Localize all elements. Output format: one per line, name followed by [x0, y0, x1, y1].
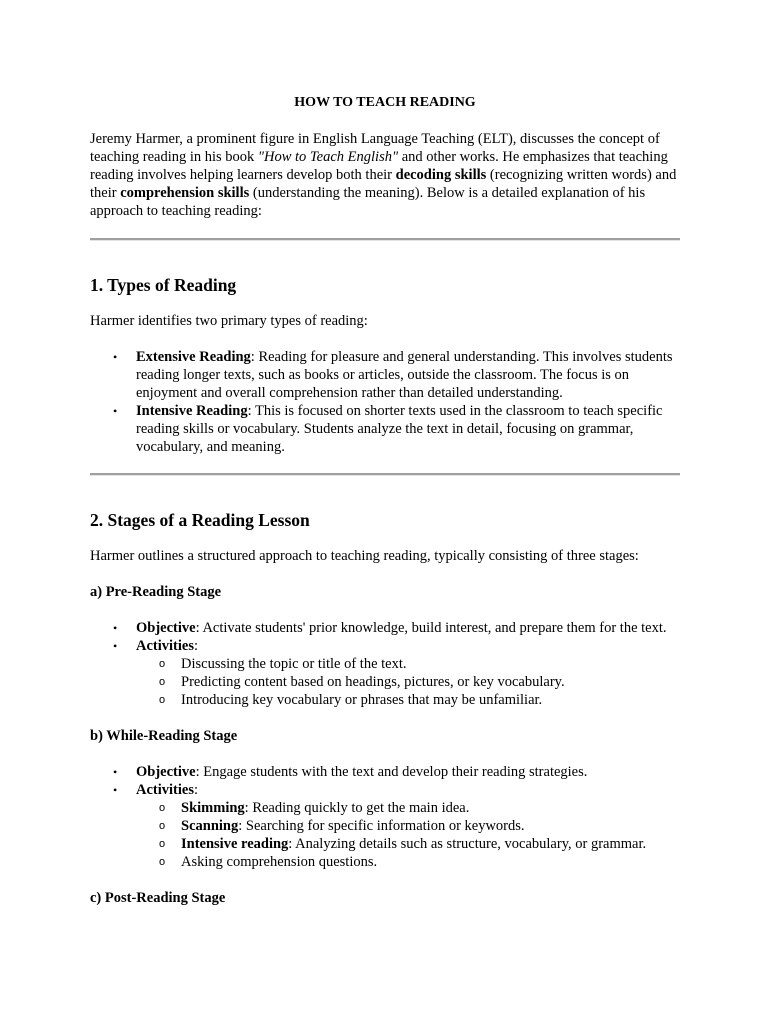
intro-text-4: (understanding the meaning). Below is a detailed explanation of his approach to teaching reading:	[90, 185, 646, 219]
activity-text: Predicting content based on headings, pictures, or key vocabulary.	[181, 674, 565, 690]
bullet-icon: •	[113, 783, 118, 797]
activity-item	[159, 691, 680, 709]
activity-text: Asking comprehension questions.	[181, 854, 378, 870]
document-page	[90, 94, 680, 907]
pre-reading-activities-list	[136, 655, 680, 709]
activity-item	[159, 673, 680, 691]
subheading-pre-reading: a) Pre-Reading Stage	[90, 584, 222, 600]
intro-text-1: Jeremy Harmer, a prominent figure in English Language Teaching (ELT), discusses the concept of teaching reading in his book	[90, 131, 660, 165]
extensive-reading-text: : Reading for pleasure and general understanding. This involves students reading longer texts, such as books or articles, outside the classroom. The focus is on enjoyment and overall comprehension rather than detailed understanding.	[136, 349, 673, 401]
book-title: "How to Teach English"	[257, 149, 399, 165]
term-scanning: Scanning	[181, 818, 239, 834]
list-item-extensive-reading	[113, 348, 680, 402]
list-item-intensive-reading	[113, 402, 680, 456]
activity-text: Introducing key vocabulary or phrases that may be unfamiliar.	[181, 692, 543, 708]
sub-bullet-icon: o	[159, 856, 166, 868]
section-heading-stages: 2. Stages of a Reading Lesson	[90, 510, 310, 530]
bullet-icon: •	[113, 639, 118, 653]
activity-text: : Searching for specific information or keywords.	[238, 818, 525, 834]
activity-text: : Analyzing details such as structure, vocabulary, or grammar.	[288, 836, 647, 852]
activity-text: : Reading quickly to get the main idea.	[244, 800, 470, 816]
objective-text: : Activate students' prior knowledge, build interest, and prepare them for the text.	[195, 620, 667, 636]
bullet-icon: •	[113, 621, 118, 635]
sub-bullet-icon: o	[159, 658, 166, 670]
list-item-activities	[113, 781, 680, 871]
activity-item	[159, 655, 680, 673]
activity-item-questions	[159, 853, 680, 871]
activity-text: Discussing the topic or title of the text.	[181, 656, 407, 672]
activity-item-scanning	[159, 817, 680, 835]
intensive-reading-text: : This is focused on shorter texts used in the classroom to teach specific reading skills or vocabulary. Students analyze the text in detail, focusing on grammar, vocabulary, and meaning.	[136, 403, 663, 455]
horizontal-rule	[90, 473, 680, 476]
section1-lead: Harmer identifies two primary types of reading:	[90, 313, 368, 329]
activity-item-skimming	[159, 799, 680, 817]
bullet-icon: •	[113, 404, 118, 418]
list-item-objective	[113, 619, 680, 637]
term-objective: Objective	[136, 620, 196, 636]
bullet-icon: •	[113, 350, 118, 364]
section-heading-types-of-reading: 1. Types of Reading	[90, 275, 237, 295]
term-intensive-reading: Intensive reading	[181, 836, 289, 852]
document-title: HOW TO TEACH READING	[294, 95, 476, 110]
sub-bullet-icon: o	[159, 838, 166, 850]
intro-paragraph	[90, 130, 680, 220]
term-intensive-reading: Intensive Reading	[136, 403, 248, 419]
activities-colon: :	[193, 638, 199, 654]
term-decoding-skills: decoding skills	[395, 167, 487, 183]
sub-bullet-icon: o	[159, 694, 166, 706]
term-objective: Objective	[136, 764, 196, 780]
term-skimming: Skimming	[181, 800, 245, 816]
while-reading-list	[90, 763, 680, 871]
term-comprehension-skills: comprehension skills	[120, 185, 250, 201]
horizontal-rule	[90, 238, 680, 241]
term-activities: Activities	[136, 638, 194, 654]
objective-text: : Engage students with the text and develop their reading strategies.	[195, 764, 588, 780]
subheading-while-reading: b) While-Reading Stage	[90, 728, 238, 744]
section2-lead: Harmer outlines a structured approach to teaching reading, typically consisting of three stages:	[90, 548, 639, 564]
pre-reading-list	[90, 619, 680, 709]
activities-colon: :	[193, 782, 199, 798]
types-of-reading-list	[90, 348, 680, 456]
sub-bullet-icon: o	[159, 820, 166, 832]
intro-text-2: and other works. He emphasizes that teaching reading involves helping learners develop both their	[90, 149, 668, 183]
subheading-post-reading: c) Post-Reading Stage	[90, 890, 226, 906]
sub-bullet-icon: o	[159, 676, 166, 688]
bullet-icon: •	[113, 765, 118, 779]
term-extensive-reading: Extensive Reading	[136, 349, 251, 365]
while-reading-activities-list	[136, 799, 680, 871]
list-item-activities	[113, 637, 680, 709]
activity-item-intensive-reading	[159, 835, 680, 853]
intro-text-3: (recognizing written words) and their	[90, 167, 677, 201]
list-item-objective	[113, 763, 680, 781]
term-activities: Activities	[136, 782, 194, 798]
sub-bullet-icon: o	[159, 802, 166, 814]
